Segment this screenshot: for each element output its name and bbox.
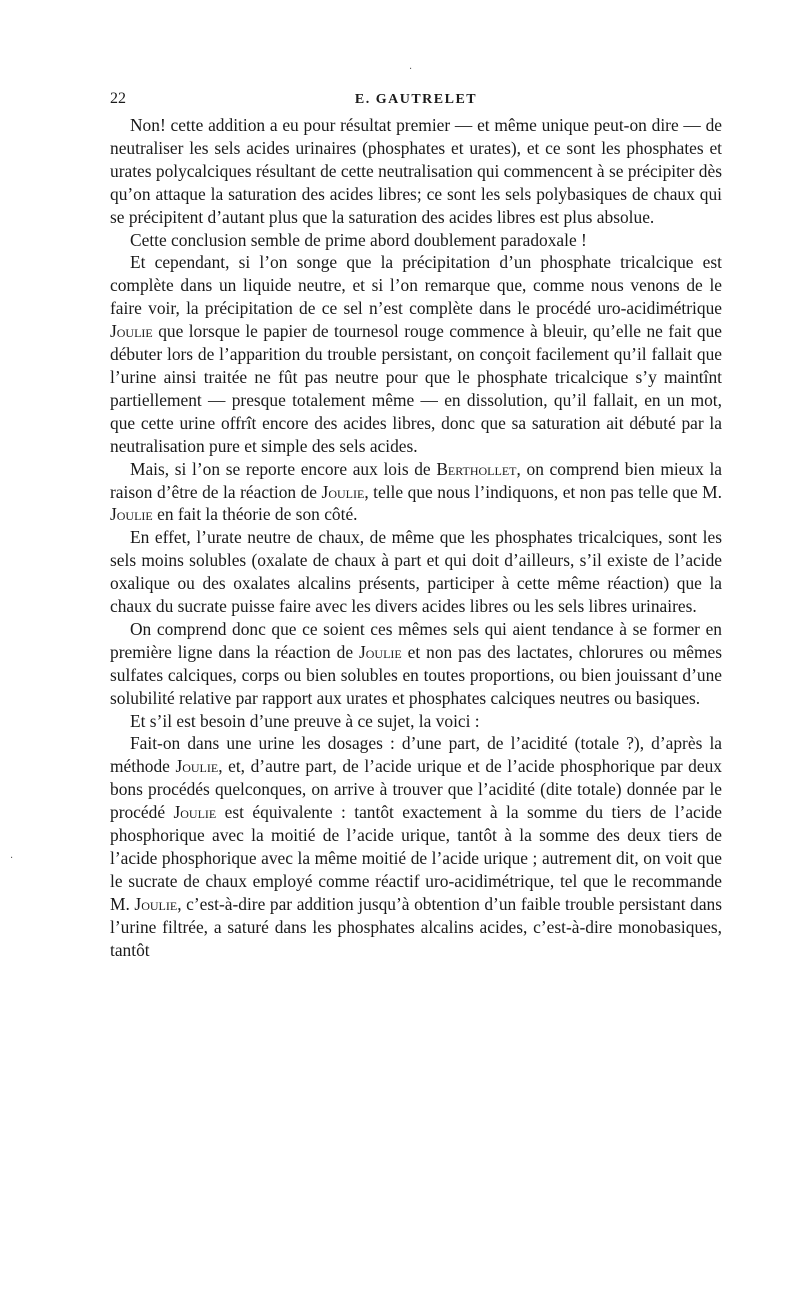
author-name: Joulie	[173, 802, 217, 823]
author-name: Joulie	[358, 641, 402, 662]
author-name: Joulie	[110, 504, 153, 525]
paragraph: Mais, si l’on se reporte encore aux lois de Berthollet, on comprend bien mieux la raison d’être de la réaction de Joulie, telle que nous l’indiquons, et non pas telle que M. Joulie en fait la théorie de son côté.	[110, 458, 722, 525]
author-name: Joulie	[175, 756, 219, 777]
running-title: E. GAUTRELET	[354, 92, 478, 107]
paragraph: Cette conclusion semble de prime abord doublement paradoxale !	[130, 229, 587, 250]
paragraph: Et cependant, si l’on songe que la précipitation d’un phosphate tricalcique est complète dans un liquide neutre, et si l’on remarque que, comme nous venons de le faire voir, la précipitation de ce sel n’est complète dans le procédé uro-acidimétrique Joulie que lorsque le papier de tournesol rouge commence à bleuir, qu’elle ne fait que débuter lors de l’apparition du trouble persistant, on conçoit facilement qu’il fallait que l’urine ainsi traitée ne fût pas neutre pour que le phosphate tricalcique s’y maintînt partiellement — presque totalement même — en dissolution, qu’il fallait, en un mot, que cette urine offrît encore des acides libres, donc que sa saturation ait débuté par la neutralisation pure et simple des sels acides.	[110, 252, 722, 456]
author-name: Joulie	[110, 321, 153, 342]
paragraph: Fait-on dans une urine les dosages : d’une part, de l’acidité (totale ?), d’après la méthode Joulie, et, d’autre part, de l’acide urique et de l’acide phosphorique par deux bons procédés quelconques, on arrive à trouver que l’acidité (dite totale) donnée par le procédé Joulie est équivalente : tantôt exactement à la somme du tiers de l’acide phosphorique avec la moitié de l’acide urique, tantôt à la somme des deux tiers de l’acide phosphorique avec la même moitié de l’acide urique ; autrement dit, on voit que le sucrate de chaux employé comme réactif uro-acidimétrique, tel que le recommande M. Joulie, c’est-à-dire par addition jusqu’à obtention d’un faible trouble persistant dans l’urine filtrée, a saturé dans les phosphates alcalins acides, c’est-à-dire monobasiques, tantôt	[110, 733, 723, 960]
margin-dot-mark: ·	[10, 853, 14, 864]
book-page	[110, 86, 722, 962]
author-name: Joulie	[321, 481, 365, 502]
page-header	[110, 86, 722, 114]
author-name: Joulie	[134, 893, 178, 914]
page-number: 22	[110, 90, 126, 107]
paragraph: En effet, l’urate neutre de chaux, de même que les phosphates tricalciques, sont les sels moins solubles (oxalate de chaux à part et qui doit d’ailleurs, s’il existe de l’acide oxalique ou des oxalates alcalins présents, participer à cette même réaction) que la chaux du sucrate puisse faire avec les divers acides libres ou les sels libres urinaires.	[110, 527, 722, 617]
printer-dot-mark: ·	[409, 64, 413, 75]
paragraph: Non! cette addition a eu pour résultat premier — et même unique peut-on dire — de neutraliser les sels acides urinaires (phosphates et urates), et ce sont les phosphates et urates polycalciques résultant de cette neutralisation qui commencent à se précipiter dès qu’on attaque la saturation des acides libres; ce sont les sels polybasiques de chaux qui se précipitent d’autant plus que la saturation des acides libres est plus absolue.	[110, 115, 722, 227]
paragraph: On comprend donc que ce soient ces mêmes sels qui aient tendance à se former en première ligne dans la réaction de Joulie et non pas des lactates, chlorures ou mêmes sulfates calciques, corps ou bien solubles en toutes proportions, ou bien jouissant d’une solubilité relative par rapport aux urates et phosphates calciques neutres ou basiques.	[110, 618, 723, 708]
author-name: Berthollet	[436, 458, 517, 479]
body-text	[110, 114, 722, 962]
paragraph: Et s’il est besoin d’une preuve à ce sujet, la voici :	[130, 710, 480, 731]
